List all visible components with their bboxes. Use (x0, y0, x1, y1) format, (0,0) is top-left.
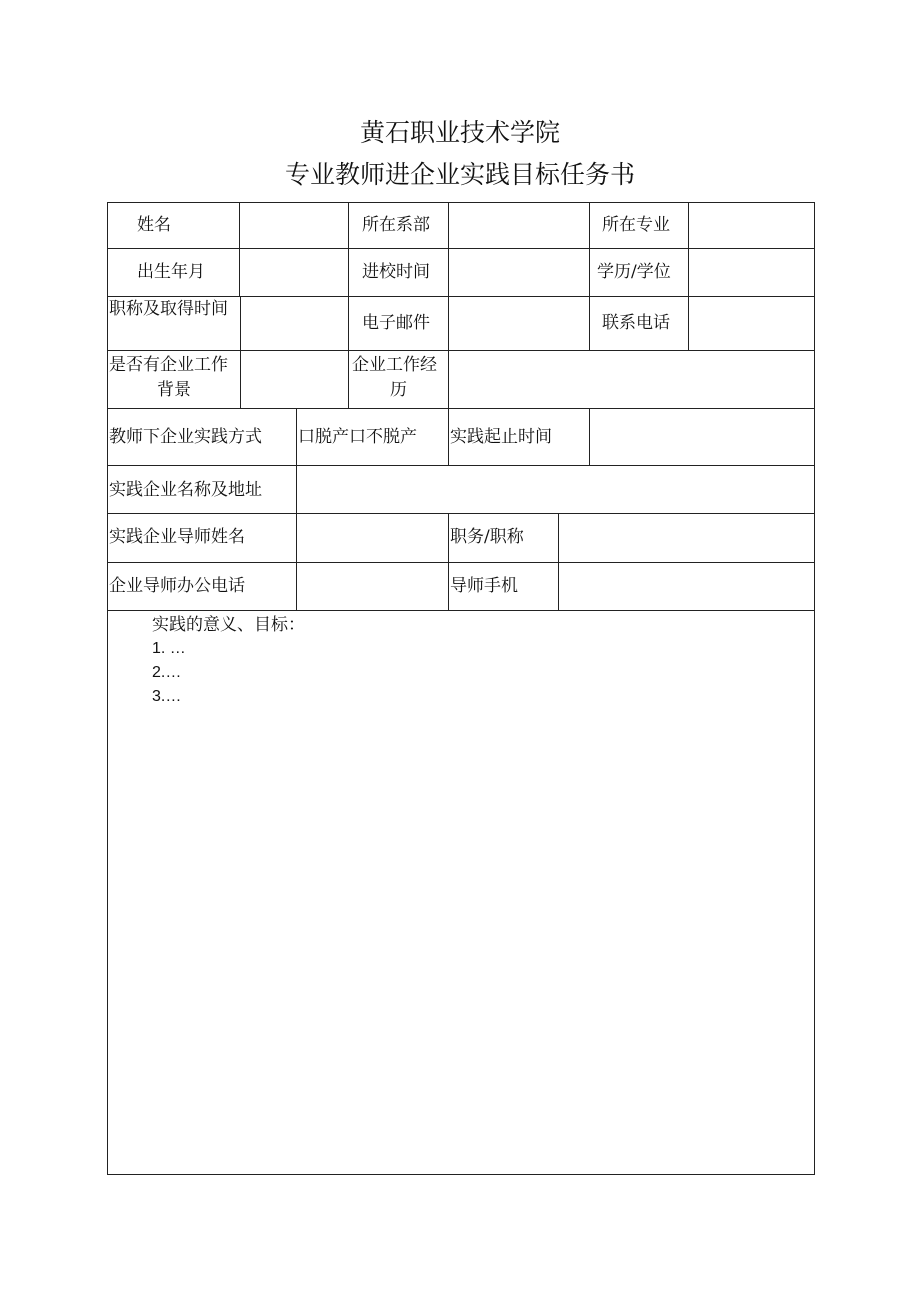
entry-date-label: 进校时间 (362, 262, 430, 282)
goal-item: 1. … (152, 640, 186, 657)
phone-field[interactable] (688, 296, 815, 351)
education-label: 学历/学位 (597, 262, 671, 282)
goal-item: 3.… (152, 688, 182, 705)
title-date-field[interactable] (240, 296, 349, 351)
enterprise-name-label: 实践企业名称及地址 (109, 480, 262, 500)
page-title-line1: 黄石职业技术学院 (359, 118, 560, 147)
mentor-office-phone-field[interactable] (296, 562, 449, 611)
goal-item: 2.… (152, 664, 182, 681)
mentor-name-label: 实践企业导师姓名 (109, 527, 245, 547)
practice-mode-label: 教师下企业实践方式 (109, 427, 262, 447)
email-label: 电子邮件 (362, 313, 430, 333)
mentor-mobile-label: 导师手机 (450, 576, 518, 596)
enterprise-bg-label-line2: 背景 (157, 380, 191, 400)
birth-field[interactable] (239, 248, 349, 297)
goals-content (152, 613, 305, 709)
enterprise-exp-label-line1: 企业工作经 (352, 355, 437, 375)
major-label: 所在专业 (602, 215, 670, 235)
mentor-mobile-field[interactable] (558, 562, 815, 611)
enterprise-exp-field[interactable] (448, 350, 815, 409)
department-label: 所在系部 (362, 215, 430, 235)
mentor-title-field[interactable] (558, 513, 815, 563)
name-field[interactable] (239, 202, 349, 249)
practice-period-field[interactable] (589, 408, 815, 466)
major-field[interactable] (688, 202, 815, 249)
title-date-label: 职称及取得时间 (109, 299, 228, 319)
entry-date-field[interactable] (448, 248, 590, 297)
enterprise-bg-label-line1: 是否有企业工作 (109, 355, 228, 375)
phone-label: 联系电话 (602, 313, 670, 333)
page-title-line2: 专业教师进企业实践目标任务书 (284, 160, 635, 189)
birth-label: 出生年月 (137, 262, 205, 282)
practice-mode-options-text: 口脱产口不脱产 (298, 427, 417, 447)
email-field[interactable] (448, 296, 590, 351)
cell-name-label (107, 202, 240, 249)
mentor-name-field[interactable] (296, 513, 449, 563)
mentor-office-phone-label: 企业导师办公电话 (109, 576, 245, 596)
education-field[interactable] (688, 248, 815, 297)
enterprise-bg-field[interactable] (240, 350, 349, 409)
mentor-title-label: 职务/职称 (450, 527, 524, 547)
practice-period-label: 实践起止时间 (450, 427, 552, 447)
goals-heading: 实践的意义、目标： (152, 615, 305, 635)
enterprise-exp-label-line2: 历 (390, 380, 407, 400)
name-label: 姓名 (137, 215, 171, 235)
department-field[interactable] (448, 202, 590, 249)
enterprise-name-field[interactable] (296, 465, 815, 514)
